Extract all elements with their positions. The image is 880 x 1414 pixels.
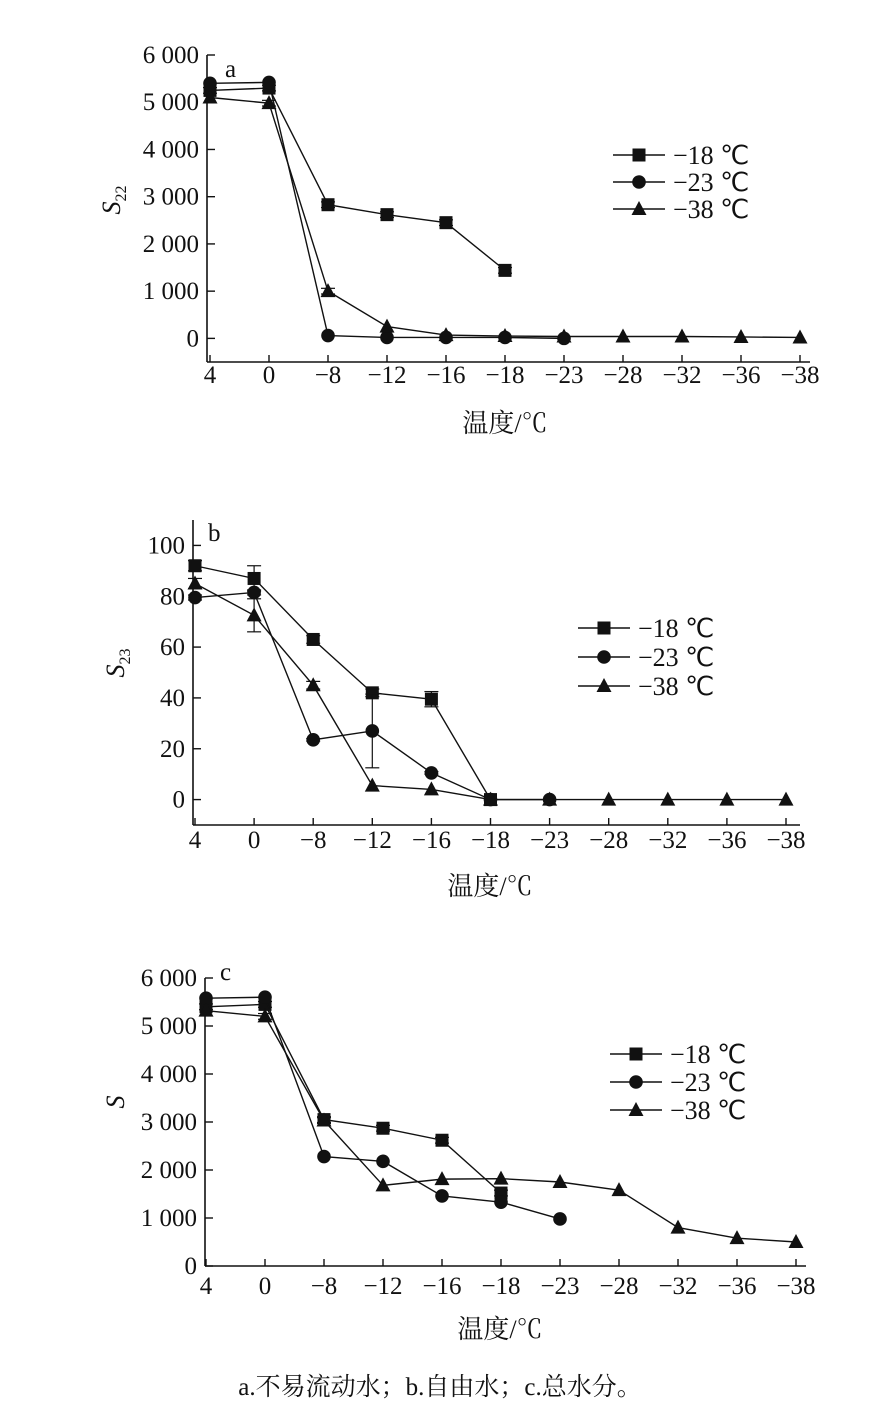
x-tick-label: −28 xyxy=(603,362,643,389)
chart-panel-b xyxy=(0,475,880,935)
panel-label: c xyxy=(220,959,232,986)
x-tick-label: −38 xyxy=(776,1273,816,1300)
data-point xyxy=(494,1195,508,1209)
legend-marker xyxy=(630,1048,643,1061)
data-point xyxy=(247,586,261,600)
data-point xyxy=(189,559,202,572)
x-tick-label: 4 xyxy=(203,362,217,389)
legend-marker xyxy=(633,149,646,162)
legend-label: −18 ℃ xyxy=(638,614,715,643)
data-point xyxy=(440,216,453,229)
x-tick-label: −16 xyxy=(422,1273,462,1300)
legend-label: −38 ℃ xyxy=(638,672,715,701)
x-tick-label: −18 xyxy=(485,362,525,389)
data-point xyxy=(435,1171,450,1185)
x-tick-label: −23 xyxy=(530,827,570,854)
data-point xyxy=(247,607,262,621)
data-point xyxy=(381,208,394,221)
legend-label: −18 ℃ xyxy=(670,1040,747,1069)
y-tick-label: 0 xyxy=(186,325,199,353)
y-axis-label xyxy=(101,649,134,678)
data-point xyxy=(377,1122,390,1135)
data-point xyxy=(317,1150,331,1164)
y-axis-label-main: S xyxy=(101,664,130,678)
data-point xyxy=(258,990,272,1004)
data-point xyxy=(321,329,335,343)
y-tick-label: 100 xyxy=(147,532,185,560)
data-point xyxy=(499,264,512,277)
data-point xyxy=(380,319,395,333)
legend-marker xyxy=(597,650,611,664)
y-tick-label: 40 xyxy=(160,684,185,712)
legend-label: −18 ℃ xyxy=(673,141,750,170)
data-point xyxy=(322,198,335,211)
y-tick-label: 1 000 xyxy=(142,278,199,306)
y-axis-label xyxy=(101,1096,130,1109)
x-tick-label: −23 xyxy=(540,1273,580,1300)
data-point xyxy=(188,591,202,605)
data-point xyxy=(660,792,675,806)
series-line xyxy=(210,88,505,270)
y-tick-label: 3 000 xyxy=(142,183,199,211)
x-tick-label: 0 xyxy=(247,827,261,854)
x-tick-label: 4 xyxy=(188,827,202,854)
x-tick-label: −18 xyxy=(481,1273,521,1300)
y-tick-label: 4 000 xyxy=(142,136,199,164)
y-tick-label: 5 000 xyxy=(142,89,199,117)
data-point xyxy=(553,1212,567,1226)
legend-label: −23 ℃ xyxy=(670,1068,747,1097)
x-tick-label: 4 xyxy=(199,1273,213,1300)
legend-label: −38 ℃ xyxy=(670,1096,747,1125)
data-point xyxy=(793,329,808,343)
figure-caption: a.不易流动水；b.自由水；c.总水分。 xyxy=(238,1374,642,1401)
data-point xyxy=(307,633,320,646)
y-tick-label: 80 xyxy=(160,583,185,611)
x-tick-label: −28 xyxy=(599,1273,639,1300)
legend-marker xyxy=(597,678,612,692)
x-tick-label: −38 xyxy=(766,827,806,854)
data-point xyxy=(365,778,380,792)
x-axis-label: 温度/℃ xyxy=(462,409,548,438)
x-tick-label: −28 xyxy=(589,827,629,854)
data-point xyxy=(675,328,690,342)
data-point xyxy=(376,1155,390,1169)
x-tick-label: −12 xyxy=(367,362,407,389)
data-point xyxy=(435,1189,449,1203)
y-tick-label: 1 000 xyxy=(140,1205,197,1232)
y-axis-label xyxy=(97,186,130,215)
data-point xyxy=(734,329,749,343)
data-point xyxy=(380,331,394,345)
y-axis-label-main: S xyxy=(97,201,126,215)
data-point xyxy=(306,733,320,747)
x-tick-label: −36 xyxy=(721,362,761,389)
y-tick-label: 0 xyxy=(184,1253,197,1280)
legend-marker xyxy=(629,1102,644,1116)
data-point xyxy=(671,1220,686,1234)
data-point xyxy=(321,283,336,297)
y-axis-label-main: S xyxy=(101,1095,130,1109)
x-tick-label: −8 xyxy=(299,827,327,854)
data-point xyxy=(601,792,616,806)
x-tick-label: −16 xyxy=(411,827,451,854)
x-tick-label: −32 xyxy=(662,362,702,389)
legend-label: −38 ℃ xyxy=(673,195,750,224)
x-tick-label: 0 xyxy=(258,1273,272,1300)
chart-panel-c xyxy=(0,940,880,1360)
data-point xyxy=(425,766,439,780)
y-axis-label-subscript: 22 xyxy=(113,185,130,202)
y-tick-label: 4 000 xyxy=(140,1061,197,1088)
legend-marker xyxy=(632,175,646,189)
legend-label: −23 ℃ xyxy=(673,168,750,197)
data-point xyxy=(203,77,217,91)
data-point xyxy=(188,576,203,590)
panel-label: b xyxy=(208,520,221,547)
y-tick-label: 2 000 xyxy=(142,230,199,258)
series-line xyxy=(195,566,491,800)
x-tick-label: −36 xyxy=(717,1273,757,1300)
data-point xyxy=(436,1134,449,1147)
x-tick-label: 0 xyxy=(262,362,276,389)
panel-label: a xyxy=(225,56,237,83)
x-axis-label: 温度/℃ xyxy=(457,1315,543,1344)
y-tick-label: 6 000 xyxy=(142,42,199,69)
series-line xyxy=(206,1004,501,1193)
y-tick-label: 3 000 xyxy=(140,1109,197,1136)
data-point xyxy=(494,1171,509,1185)
x-tick-label: −8 xyxy=(310,1273,338,1300)
x-tick-label: −32 xyxy=(658,1273,698,1300)
data-point xyxy=(248,572,261,585)
data-point xyxy=(779,792,794,806)
data-point xyxy=(425,693,438,706)
y-tick-label: 20 xyxy=(160,735,185,763)
x-axis-label: 温度/℃ xyxy=(447,872,533,901)
y-tick-label: 2 000 xyxy=(140,1157,197,1184)
data-point xyxy=(616,328,631,342)
data-point xyxy=(366,724,380,738)
legend-marker xyxy=(629,1075,643,1089)
x-tick-label: −12 xyxy=(363,1273,403,1300)
y-tick-label: 6 000 xyxy=(140,965,197,992)
x-tick-label: −12 xyxy=(352,827,392,854)
legend-label: −23 ℃ xyxy=(638,643,715,672)
x-tick-label: −23 xyxy=(544,362,584,389)
x-tick-label: −32 xyxy=(648,827,688,854)
x-tick-label: −8 xyxy=(314,362,342,389)
chart-panel-a xyxy=(0,0,880,450)
legend-marker xyxy=(598,622,611,635)
x-tick-label: −36 xyxy=(707,827,747,854)
legend-marker xyxy=(632,201,647,215)
y-tick-label: 5 000 xyxy=(140,1013,197,1040)
x-tick-label: −38 xyxy=(780,362,820,389)
y-axis-label-subscript: 23 xyxy=(117,648,134,665)
y-tick-label: 60 xyxy=(160,634,185,662)
y-tick-label: 0 xyxy=(172,786,185,814)
data-point xyxy=(719,792,734,806)
data-point xyxy=(262,76,276,90)
x-tick-label: −18 xyxy=(470,827,511,854)
x-tick-label: −16 xyxy=(426,362,466,389)
